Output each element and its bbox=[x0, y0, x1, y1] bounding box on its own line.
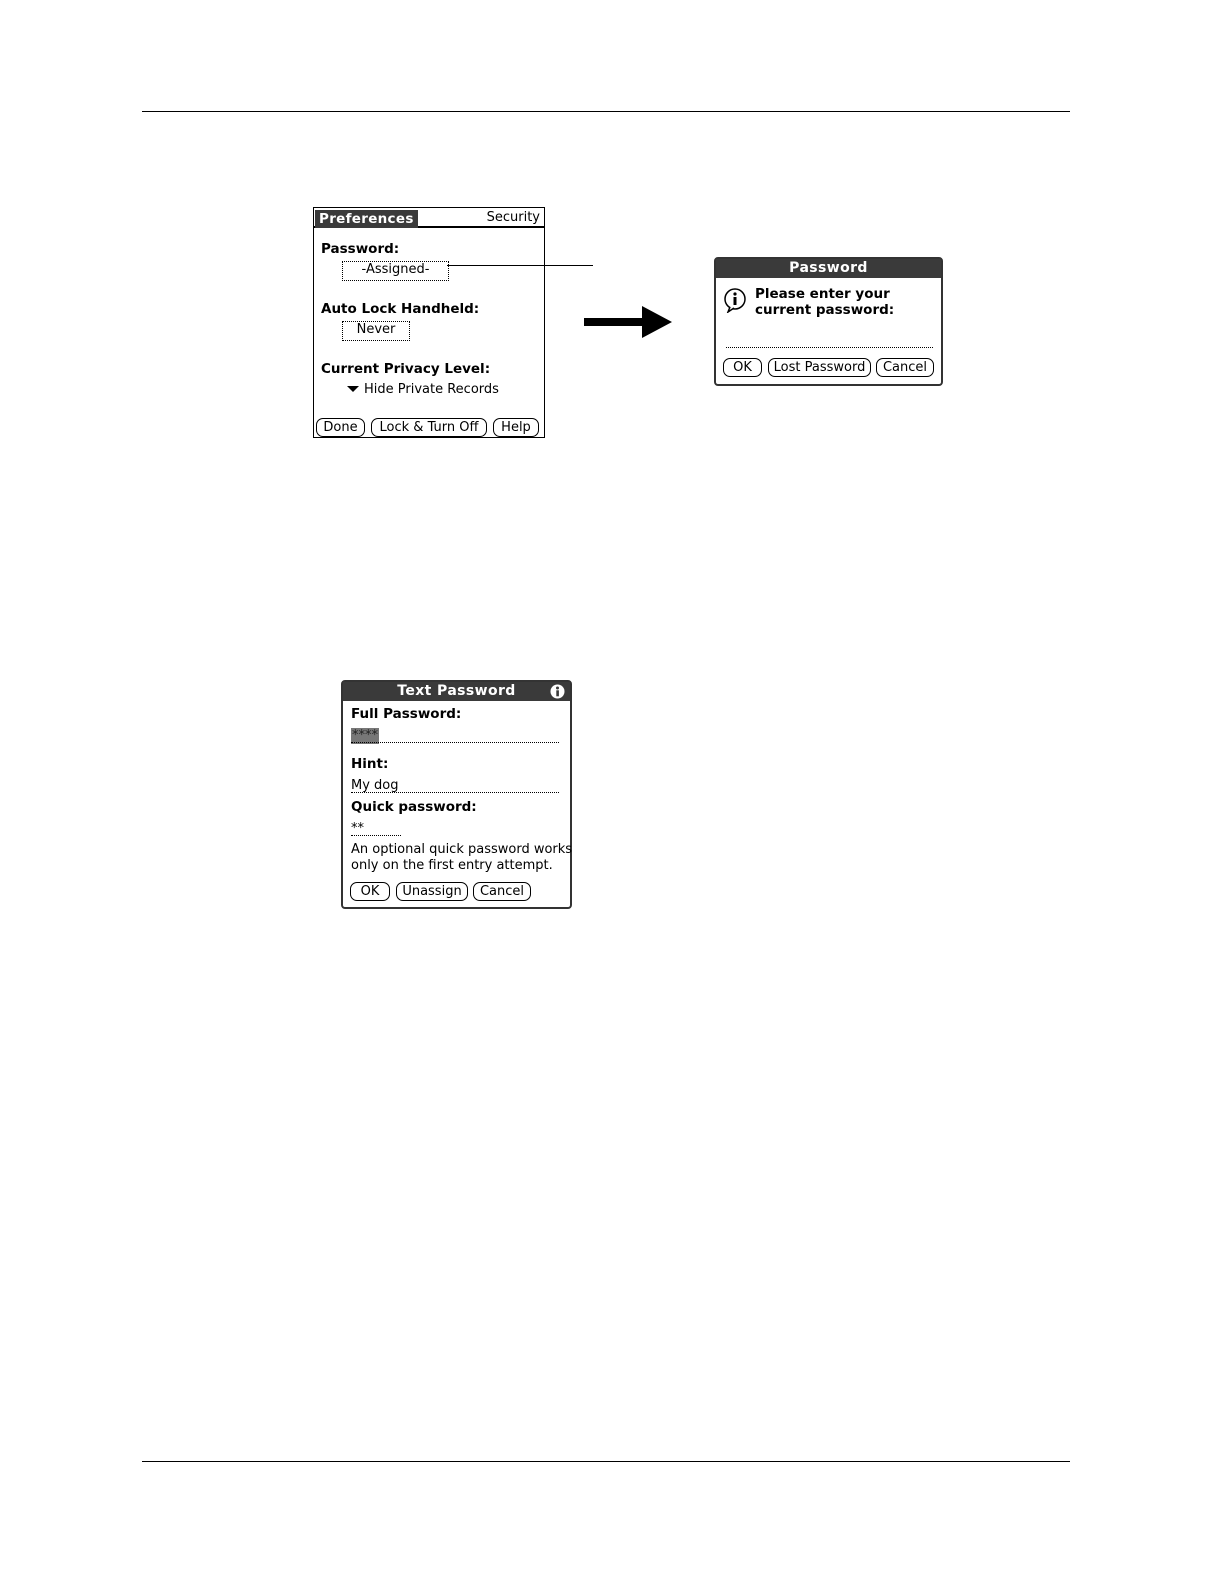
password-label: Password: bbox=[321, 241, 400, 257]
password-dialog bbox=[714, 257, 943, 386]
right-arrow-icon bbox=[584, 306, 674, 340]
bottom-rule bbox=[142, 1461, 1070, 1462]
password-input[interactable] bbox=[726, 347, 933, 348]
privacy-level-value: Hide Private Records bbox=[364, 382, 499, 397]
dialog-title: Password bbox=[716, 259, 941, 278]
help-button[interactable]: Help bbox=[493, 418, 539, 437]
auto-lock-box[interactable]: Never bbox=[342, 321, 410, 341]
callout-line bbox=[447, 265, 593, 266]
app-title[interactable]: Preferences bbox=[315, 210, 418, 228]
hint-label: Hint: bbox=[351, 756, 389, 772]
message-line-1: Please enter your bbox=[755, 286, 890, 302]
full-password-field[interactable] bbox=[351, 728, 559, 744]
text-password-dialog bbox=[341, 680, 572, 909]
password-box[interactable]: -Assigned- bbox=[342, 261, 449, 281]
quick-password-label: Quick password: bbox=[351, 799, 477, 815]
auto-lock-label: Auto Lock Handheld: bbox=[321, 301, 480, 317]
privacy-level-picker[interactable] bbox=[347, 382, 507, 398]
info-bubble-icon bbox=[723, 288, 748, 313]
privacy-level-label: Current Privacy Level: bbox=[321, 361, 491, 377]
quick-password-field[interactable] bbox=[351, 821, 403, 837]
field-underline bbox=[351, 742, 559, 743]
quick-password-value: ** bbox=[351, 821, 364, 836]
title-bar bbox=[314, 208, 544, 228]
hint-field[interactable] bbox=[351, 778, 559, 794]
full-password-label: Full Password: bbox=[351, 706, 462, 722]
hint-value: My dog bbox=[351, 778, 399, 793]
unassign-button[interactable]: Unassign bbox=[396, 882, 468, 901]
done-button[interactable]: Done bbox=[316, 418, 365, 437]
cancel-button[interactable]: Cancel bbox=[473, 882, 531, 901]
field-underline bbox=[351, 792, 559, 793]
full-password-value: **** bbox=[352, 728, 378, 743]
message-line-2: current password: bbox=[755, 302, 895, 318]
note-line-1: An optional quick password works bbox=[351, 842, 573, 857]
dialog-title: Text Password bbox=[343, 682, 570, 701]
triangle-down-icon bbox=[347, 386, 359, 394]
note-line-2: only on the first entry attempt. bbox=[351, 858, 553, 873]
preferences-security-screen bbox=[313, 207, 545, 438]
info-icon[interactable] bbox=[550, 684, 565, 699]
ok-button[interactable]: OK bbox=[350, 882, 390, 901]
field-underline bbox=[351, 835, 401, 836]
top-rule bbox=[142, 111, 1070, 112]
lock-turn-off-button[interactable]: Lock & Turn Off bbox=[371, 418, 487, 437]
panel-name: Security bbox=[486, 210, 540, 225]
lost-password-button[interactable]: Lost Password bbox=[768, 358, 871, 377]
cancel-button[interactable]: Cancel bbox=[876, 358, 934, 377]
ok-button[interactable]: OK bbox=[723, 358, 762, 377]
